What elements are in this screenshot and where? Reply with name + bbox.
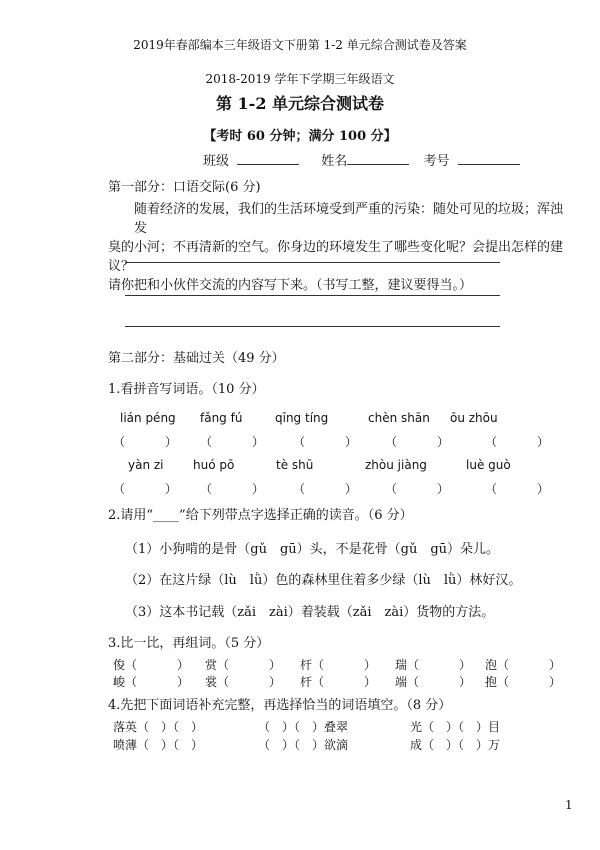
pinyin: zhòu jiàng	[365, 458, 427, 472]
answer-line[interactable]	[125, 295, 500, 296]
pinyin: ōu zhōu	[450, 411, 498, 425]
class-label: 班级	[203, 154, 230, 169]
q2-sentence-1: （1）小狗啃的是骨（gǔ gū）头，不是花骨（gǔ gū）朵儿。	[125, 542, 500, 557]
answer-box[interactable]: （ ）	[485, 482, 550, 496]
answer-box[interactable]: （ ）	[113, 435, 178, 449]
q3-title: 3.比一比，再组词。（5 分）	[108, 636, 270, 651]
answer-box[interactable]: （ ）	[485, 435, 550, 449]
q2-sentence-3: （3）这本书记载（zǎi zài）着装载（zǎi zài）货物的方法。	[125, 605, 495, 620]
answer-box[interactable]: （ ）	[200, 435, 265, 449]
page-number: 1	[565, 798, 573, 812]
idiom-fill[interactable]: 光（ ）（ ）目	[410, 720, 501, 734]
answer-box[interactable]: （ ）	[293, 435, 358, 449]
answer-box[interactable]: （ ）	[385, 482, 450, 496]
part1-paragraph	[108, 200, 568, 295]
char-compare: 杆（ ）	[300, 658, 377, 672]
q2-title: 2.请用“____”给下列带点字选择正确的读音。（6 分）	[108, 508, 413, 523]
student-info	[203, 150, 520, 169]
answer-line[interactable]	[125, 262, 500, 263]
idiom-fill[interactable]: （ ）（ ）欲滴	[258, 738, 349, 752]
pinyin: chèn shān	[368, 411, 430, 425]
part1-para-line: 请你把和小伙伴交流的内容写下来。（书写工整，建议要得当。）	[108, 278, 473, 293]
q4-title: 4.先把下面词语补充完整，再选择恰当的词语填空。（8 分）	[108, 698, 452, 713]
idiom-fill[interactable]: 成（ ）（ ）万	[410, 738, 501, 752]
pinyin: qīng tíng	[275, 411, 329, 425]
answer-line[interactable]	[125, 326, 500, 327]
char-compare: 抱（ ）	[485, 675, 562, 689]
idiom-fill[interactable]: 喷薄（ ）（ ）	[113, 738, 204, 752]
answer-box[interactable]: （ ）	[385, 435, 450, 449]
part1-para-line: 臭的小河；不再清新的空气。你身边的环境发生了哪些变化呢？会提出怎样的建议？	[108, 240, 564, 274]
pinyin: tè shū	[276, 458, 314, 472]
char-compare: 裳（ ）	[205, 675, 282, 689]
time-score: 【考时 60 分钟；满分 100 分】	[203, 129, 397, 144]
name-label: 姓名	[321, 154, 348, 169]
char-compare: 泡（ ）	[485, 658, 562, 672]
pinyin: luè guò	[466, 458, 511, 472]
pinyin: fǎng fú	[200, 411, 243, 425]
part1-para-line: 随着经济的发展，我们的生活环境受到严重的污染：随处可见的垃圾；浑浊发	[134, 202, 564, 236]
char-compare: 端（ ）	[395, 675, 472, 689]
q2-sentence-2: （2）在这片绿（lù lǜ）色的森林里住着多少绿（lù lǜ）林好汉。	[125, 573, 522, 588]
class-field[interactable]	[237, 152, 299, 165]
name-field[interactable]	[347, 152, 409, 165]
answer-box[interactable]: （ ）	[113, 482, 178, 496]
char-compare: 杆（ ）	[300, 675, 377, 689]
char-compare: 赏（ ）	[205, 658, 282, 672]
char-compare: 峻（ ）	[113, 675, 190, 689]
pinyin: huó pō	[193, 458, 235, 472]
q1-title: 1.看拼音写词语。（10 分）	[108, 382, 265, 397]
exam-title: 第 1-2 单元综合测试卷	[215, 94, 385, 113]
exam-no-field[interactable]	[458, 152, 520, 165]
term-line: 2018-2019 学年下学期三年级语文	[205, 72, 395, 86]
document-title: 2019年春部编本三年级语文下册第 1-2 单元综合测试卷及答案	[133, 38, 467, 52]
part2-title: 第二部分：基础过关（49 分）	[108, 351, 285, 366]
exam-no-label: 考号	[423, 154, 450, 169]
char-compare: 瑞（ ）	[395, 658, 472, 672]
char-compare: 俊（ ）	[113, 658, 190, 672]
pinyin: lián péng	[120, 411, 176, 425]
answer-box[interactable]: （ ）	[200, 482, 265, 496]
answer-box[interactable]: （ ）	[293, 482, 358, 496]
pinyin: yàn zi	[128, 458, 164, 472]
idiom-fill[interactable]: 落英（ ）（ ）	[113, 720, 204, 734]
part1-title: 第一部分：口语交际(6 分)	[108, 180, 261, 195]
idiom-fill[interactable]: （ ）（ ）叠翠	[258, 720, 349, 734]
